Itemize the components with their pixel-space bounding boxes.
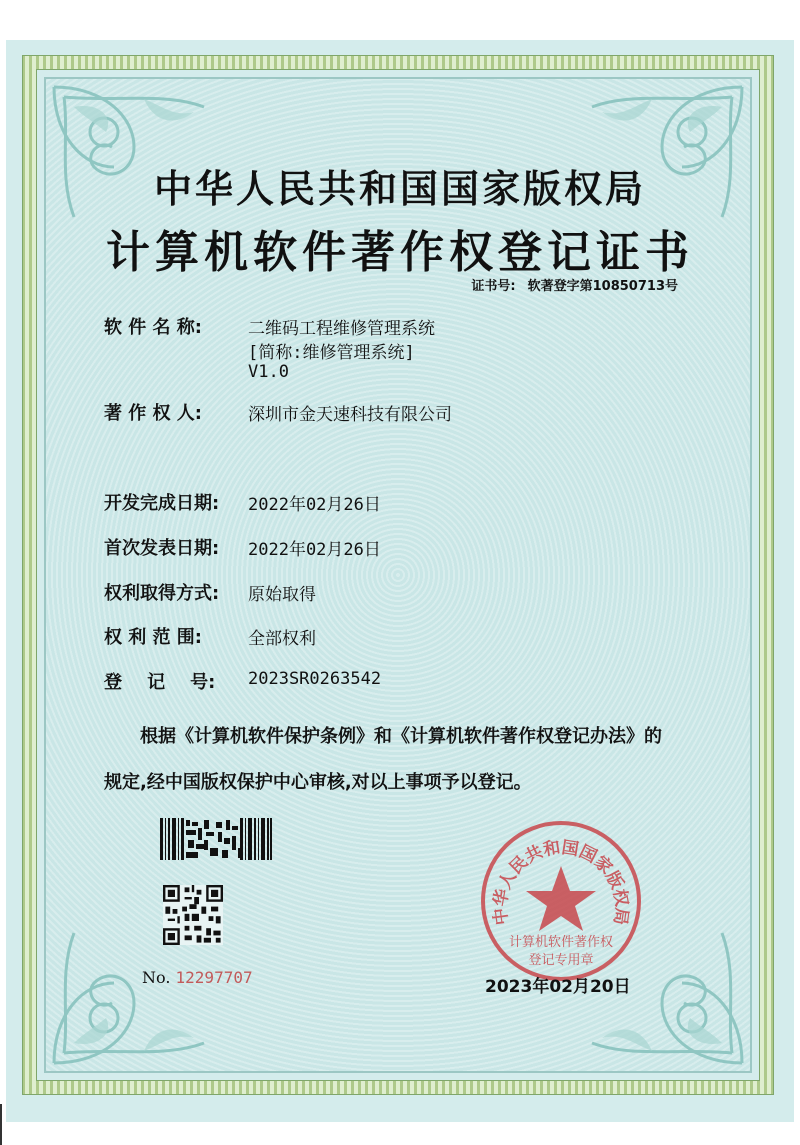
dev-complete-label: 开发完成日期: [104,493,220,514]
official-seal-icon [478,818,644,984]
seal-center-line-2: 登记专用章 [528,953,594,968]
issue-date: 2023年02月20日 [485,977,631,997]
rights-scope-value: 全部权利 [248,629,316,649]
certificate-number-value: 软著登字第10850713号 [527,279,678,294]
corner-ornament-icon [44,923,214,1073]
software-version: V1.0 [248,362,289,382]
first-publish-label: 首次发表日期: [104,538,220,559]
issuing-authority: 中华人民共和国国家版权局 [153,166,646,211]
seal-center-line-1: 计算机软件著作权 [508,935,614,950]
dev-complete-value: 2022年02月26日 [248,495,381,515]
software-short-name: [简称:维修管理系统] [248,343,415,363]
qr-code-icon [163,885,223,945]
statement-line-2: 规定,经中国版权保护中心审核,对以上事项予以登记。 [104,772,532,793]
first-publish-value: 2022年02月26日 [248,540,381,560]
serial-number [142,968,253,987]
scan-edge-mark [0,1104,2,1145]
seal-ring-text: 中华人民共和国国家版权局 [490,837,632,927]
software-name-label: 软 件 名 称: [104,317,202,338]
copyright-owner-value: 深圳市金天速科技有限公司 [248,405,452,425]
certificate-number-label: 证书号: [471,279,516,294]
acquire-method-value: 原始取得 [248,585,316,605]
serial-prefix: No. [142,968,171,987]
barcode-icon [160,818,272,860]
software-name-value: 二维码工程维修管理系统 [248,319,435,339]
reg-no-value: 2023SR0263542 [248,669,382,689]
certificate-title: 计算机软件著作权登记证书 [106,227,694,278]
certificate-number [471,275,678,294]
reg-no-label: 登 记 号: [104,672,216,693]
acquire-method-label: 权利取得方式: [104,583,220,604]
copyright-owner-label: 著 作 权 人: [104,403,202,424]
statement-line-1: 根据《计算机软件保护条例》和《计算机软件著作权登记办法》的 [140,726,662,747]
serial-value: 12297707 [175,968,253,987]
rights-scope-label: 权 利 范 围: [104,627,202,648]
